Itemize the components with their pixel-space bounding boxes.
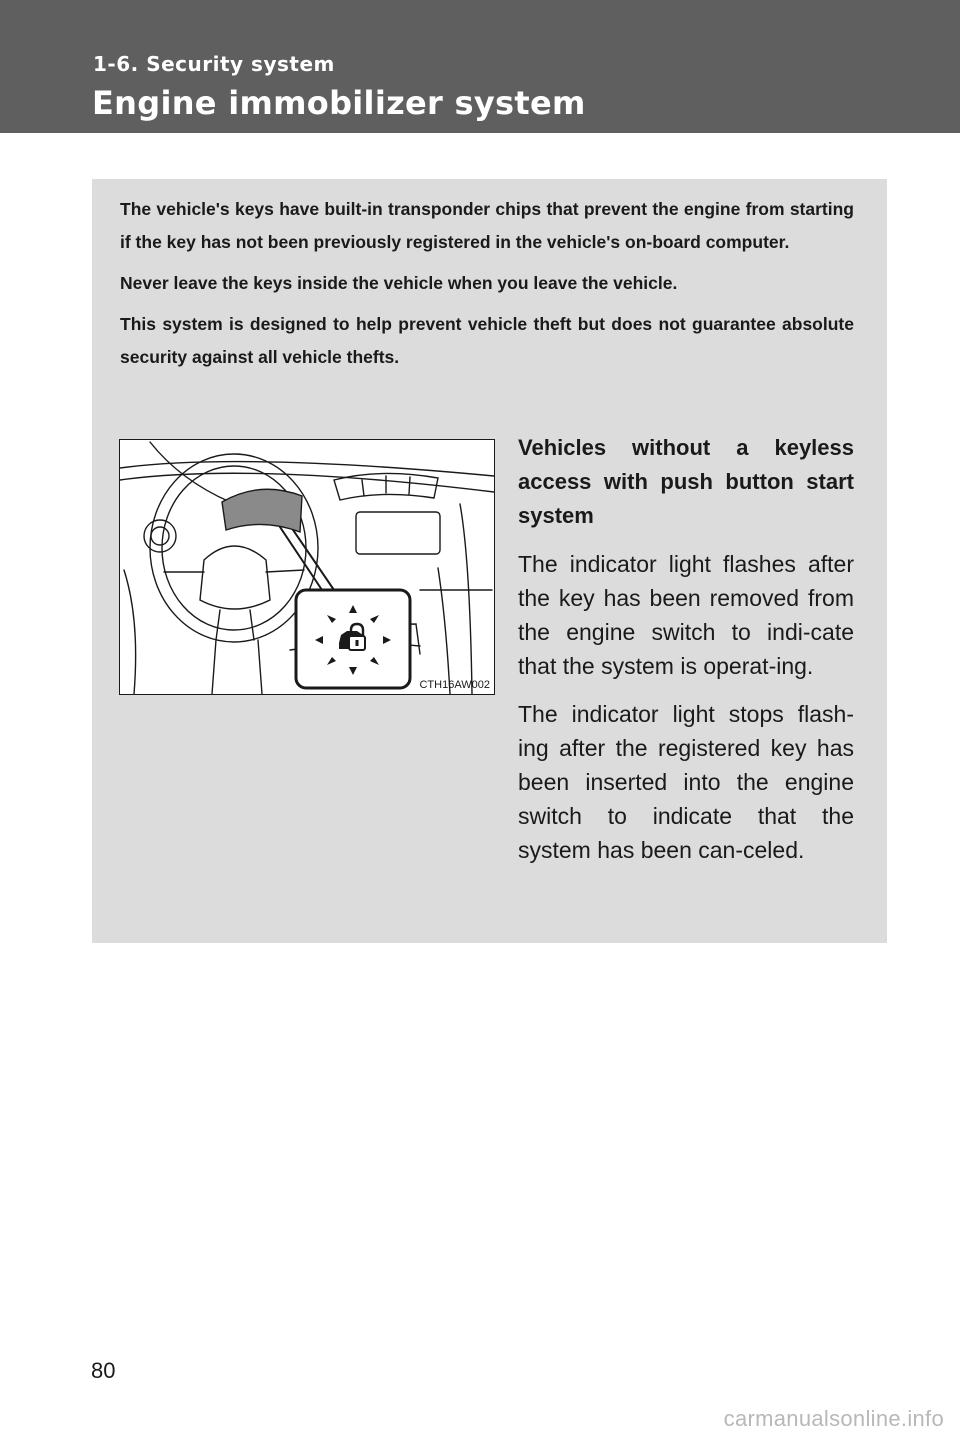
subsection-heading: Vehicles without a keyless access with push button start system xyxy=(518,435,854,528)
content-box xyxy=(92,179,887,943)
intro-paragraph: Never leave the keys inside the vehicle when you leave the vehicle. xyxy=(120,273,678,293)
page-number: 80 xyxy=(91,1358,116,1383)
subsection-paragraph: The indicator light stops flash-ing after the registered key has been inserted into the engine switch to indicate that the system has been can-celed. xyxy=(518,701,854,863)
intro-paragraph: This system is designed to help prevent vehicle theft but does not guarantee absolute security against all vehicle thefts. xyxy=(120,314,854,367)
figure-code: CTH16AW002 xyxy=(419,679,490,691)
page-title: Engine immobilizer system xyxy=(92,84,586,122)
subsection xyxy=(518,431,854,881)
page-header xyxy=(0,0,960,133)
intro-text xyxy=(120,193,854,382)
intro-paragraph: The vehicle's keys have built-in transponder chips that prevent the engine from starting if the key has not been previously registered in the vehicle's on-board computer. xyxy=(120,199,854,252)
dashboard-drawing xyxy=(120,440,494,694)
subsection-paragraph: The indicator light flashes after the key has been removed from the engine switch to indi-cate that the system is operat-ing. xyxy=(518,551,854,679)
watermark: carmanualsonline.info xyxy=(723,1406,944,1431)
section-label: 1-6. Security system xyxy=(93,52,335,76)
dashboard-illustration xyxy=(119,439,495,695)
